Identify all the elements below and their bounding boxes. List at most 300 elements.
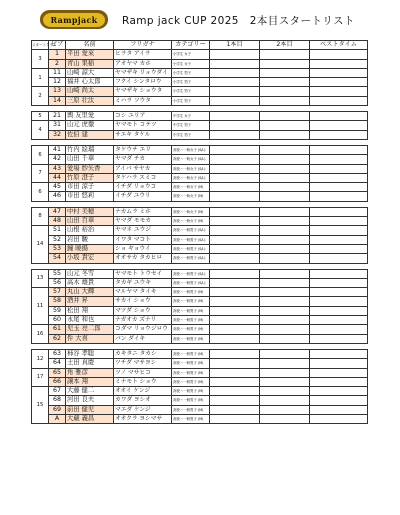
bib-cell: 31 <box>49 121 66 130</box>
name-cell: 酒井 昇 <box>66 297 114 306</box>
table-row <box>32 235 368 244</box>
name-cell: 大蔵 義昌 <box>66 414 114 423</box>
run1-time-cell <box>210 387 260 396</box>
run1-time-cell <box>210 96 260 105</box>
best-time-cell <box>310 269 368 278</box>
best-time-cell <box>310 192 368 201</box>
run2-time-cell <box>260 325 310 334</box>
start-class-cell: 5 <box>32 112 49 121</box>
name-cell: 山元 冬雪 <box>66 269 114 278</box>
bib-cell: 51 <box>49 226 66 235</box>
category-cell: 小学生 男子 <box>172 68 210 77</box>
category-cell: 高校～一般男子 (S/L) <box>172 269 210 278</box>
category-cell: 高校～一般男子 (M) <box>172 325 210 334</box>
best-time-cell <box>310 377 368 386</box>
name-cell: 河田 良夫 <box>66 396 114 405</box>
start-class-cell: 6 <box>32 183 49 202</box>
furigana-cell: ヤマモト トウセイ <box>114 269 172 278</box>
run1-time-cell <box>210 396 260 405</box>
best-time-cell <box>310 387 368 396</box>
run2-time-cell <box>260 254 310 263</box>
run1-time-cell <box>210 306 260 315</box>
run2-time-cell <box>260 173 310 182</box>
best-time-cell <box>310 288 368 297</box>
bib-cell: 42 <box>49 155 66 164</box>
furigana-cell: ツノ マサヒコ <box>114 368 172 377</box>
category-cell: 高校～一般男子 (M) <box>172 396 210 405</box>
table-row <box>32 96 368 105</box>
table-row <box>32 59 368 68</box>
category-cell: 小学生 男子 <box>172 96 210 105</box>
start-class-cell: 8 <box>32 207 49 226</box>
name-cell: 竹原 澄子 <box>66 173 114 182</box>
best-time-cell <box>310 164 368 173</box>
start-class-cell: 17 <box>32 368 49 387</box>
furigana-cell: サエキ タケル <box>114 130 172 139</box>
rampjack-logo <box>40 10 108 29</box>
run2-time-cell <box>260 217 310 226</box>
category-cell: 高校～一般女子 (M) <box>172 207 210 216</box>
run2-time-cell <box>260 316 310 325</box>
run1-time-cell <box>210 405 260 414</box>
furigana-cell: マツダ ショウ <box>114 306 172 315</box>
run2-time-cell <box>260 112 310 121</box>
bib-cell: 57 <box>49 288 66 297</box>
category-cell: 高校～一般男子 (M) <box>172 297 210 306</box>
run2-time-cell <box>260 50 310 59</box>
run1-time-cell <box>210 183 260 192</box>
table-header-row <box>32 41 368 50</box>
bib-cell: 63 <box>49 349 66 358</box>
run2-time-cell <box>260 130 310 139</box>
run2-time-cell <box>260 155 310 164</box>
run1-time-cell <box>210 235 260 244</box>
run2-time-cell <box>260 405 310 414</box>
column-header-category: カテゴリー <box>172 41 210 50</box>
run1-time-cell <box>210 145 260 154</box>
best-time-cell <box>310 368 368 377</box>
column-header-run2: 2本目 <box>260 41 310 50</box>
bib-cell: 59 <box>49 306 66 315</box>
bib-cell: 44 <box>49 173 66 182</box>
name-cell: 土田 真慶 <box>66 359 114 368</box>
bib-cell: 61 <box>49 325 66 334</box>
table-row <box>32 377 368 386</box>
bib-cell: 1 <box>49 50 66 59</box>
run2-time-cell <box>260 59 310 68</box>
bib-cell: 64 <box>49 359 66 368</box>
bib-cell: 46 <box>49 192 66 201</box>
category-cell: 中学生 女子 <box>172 112 210 121</box>
bib-cell: 65 <box>49 368 66 377</box>
name-cell: 福井 心太郎 <box>66 78 114 87</box>
table-row <box>32 325 368 334</box>
best-time-cell <box>310 173 368 182</box>
name-cell: 愛場 紗矢香 <box>66 164 114 173</box>
run2-time-cell <box>260 359 310 368</box>
furigana-cell: イワタ マコト <box>114 235 172 244</box>
bib-cell: 60 <box>49 316 66 325</box>
furigana-cell: ヤマモト コテツ <box>114 121 172 130</box>
run1-time-cell <box>210 278 260 287</box>
run2-time-cell <box>260 68 310 77</box>
bib-cell: 52 <box>49 235 66 244</box>
furigana-cell: オオクラ ヨシマサ <box>114 414 172 423</box>
category-cell: 高校～一般男子 (M) <box>172 359 210 368</box>
table-row <box>32 244 368 253</box>
name-cell: 輿 友里愛 <box>66 112 114 121</box>
best-time-cell <box>310 334 368 343</box>
run1-time-cell <box>210 207 260 216</box>
best-time-cell <box>310 155 368 164</box>
table-row <box>32 316 368 325</box>
table-row <box>32 405 368 414</box>
run2-time-cell <box>260 297 310 306</box>
table-row <box>32 207 368 216</box>
category-cell: 高校～一般男子 (M) <box>172 316 210 325</box>
table-row <box>32 349 368 358</box>
start-class-cell: 6 <box>32 145 49 164</box>
category-cell: 小学生 女子 <box>172 59 210 68</box>
furigana-cell: ナガオカ ズナリ <box>114 316 172 325</box>
best-time-cell <box>310 207 368 216</box>
category-cell: 高校～一般女子 (S/L) <box>172 155 210 164</box>
run1-time-cell <box>210 226 260 235</box>
run2-time-cell <box>260 349 310 358</box>
category-cell: 高校～一般女子 (M) <box>172 183 210 192</box>
start-class-cell: 14 <box>32 226 49 263</box>
bib-cell: 43 <box>49 164 66 173</box>
furigana-cell: マルヤマ タイキ <box>114 288 172 297</box>
run1-time-cell <box>210 269 260 278</box>
name-cell: 児玉 亮二郎 <box>66 325 114 334</box>
run1-time-cell <box>210 217 260 226</box>
best-time-cell <box>310 226 368 235</box>
run1-time-cell <box>210 334 260 343</box>
best-time-cell <box>310 306 368 315</box>
start-class-cell: 15 <box>32 387 49 424</box>
best-time-cell <box>310 145 368 154</box>
run2-time-cell <box>260 207 310 216</box>
best-time-cell <box>310 316 368 325</box>
furigana-cell: タケウチ エリ <box>114 145 172 154</box>
best-time-cell <box>310 59 368 68</box>
bib-cell: 56 <box>49 278 66 287</box>
bib-cell: 67 <box>49 387 66 396</box>
bib-cell: 13 <box>49 87 66 96</box>
bib-cell: 62 <box>49 334 66 343</box>
table-row <box>32 396 368 405</box>
table-row <box>32 334 368 343</box>
bib-cell: 11 <box>49 68 66 77</box>
name-cell: 高木 雄貴 <box>66 278 114 287</box>
name-cell: 小坂 貴宏 <box>66 254 114 263</box>
table-row <box>32 121 368 130</box>
name-cell: 三原 壮汰 <box>66 96 114 105</box>
best-time-cell <box>310 396 368 405</box>
furigana-cell: イチダ ユウリ <box>114 192 172 201</box>
logo-text: Rampjack <box>43 13 105 27</box>
run1-time-cell <box>210 59 260 68</box>
best-time-cell <box>310 278 368 287</box>
table-row <box>32 306 368 315</box>
bib-cell: 66 <box>49 377 66 386</box>
bib-cell: 68 <box>49 396 66 405</box>
furigana-cell: カキタニ タカシ <box>114 349 172 358</box>
run2-time-cell <box>260 145 310 154</box>
run2-time-cell <box>260 96 310 105</box>
column-header-name: 名前 <box>66 41 114 50</box>
run1-time-cell <box>210 368 260 377</box>
bib-cell: 69 <box>49 405 66 414</box>
run1-time-cell <box>210 68 260 77</box>
column-header-run1: 1本目 <box>210 41 260 50</box>
furigana-cell: ヤマザキ ショウタ <box>114 87 172 96</box>
bib-cell: 48 <box>49 217 66 226</box>
name-cell: 角 雅彦 <box>66 368 114 377</box>
name-cell: 市田 悠莉 <box>66 192 114 201</box>
category-cell: 高校～一般男子 (M) <box>172 306 210 315</box>
best-time-cell <box>310 183 368 192</box>
run1-time-cell <box>210 325 260 334</box>
best-time-cell <box>310 96 368 105</box>
name-cell: 山田 百華 <box>66 217 114 226</box>
name-cell: 件 大喜 <box>66 334 114 343</box>
category-cell: 高校～一般女子 (S/L) <box>172 164 210 173</box>
run2-time-cell <box>260 334 310 343</box>
category-cell: 高校～一般男子 (M) <box>172 387 210 396</box>
start-list-table <box>31 40 368 424</box>
table-row <box>32 288 368 297</box>
category-cell: 小学生 女子 <box>172 50 210 59</box>
run1-time-cell <box>210 50 260 59</box>
column-header-best-time: ベストタイム <box>310 41 368 50</box>
table-row <box>32 87 368 96</box>
table-row <box>32 145 368 154</box>
name-cell: 青山 果稲 <box>66 59 114 68</box>
table-row <box>32 78 368 87</box>
table-row <box>32 164 368 173</box>
run1-time-cell <box>210 377 260 386</box>
run2-time-cell <box>260 192 310 201</box>
furigana-cell: ミハラ ソウタ <box>114 96 172 105</box>
page-title: Ramp jack CUP 2025 2本目スタートリスト <box>122 15 355 27</box>
name-cell: 竹内 絵瑠 <box>66 145 114 154</box>
furigana-cell: コダマ リョウジロウ <box>114 325 172 334</box>
bib-cell: 45 <box>49 183 66 192</box>
name-cell: 松田 翔 <box>66 306 114 315</box>
bib-cell: 55 <box>49 269 66 278</box>
furigana-cell: フクイ シンタロウ <box>114 78 172 87</box>
best-time-cell <box>310 297 368 306</box>
furigana-cell: アオヤマ カホ <box>114 59 172 68</box>
run2-time-cell <box>260 78 310 87</box>
furigana-cell: ヤマザキ リョウダイ <box>114 68 172 77</box>
table-row <box>32 130 368 139</box>
name-cell: 山田 千華 <box>66 155 114 164</box>
best-time-cell <box>310 325 368 334</box>
furigana-cell: オオサカ タカヒロ <box>114 254 172 263</box>
furigana-cell: ヤマダ チカ <box>114 155 172 164</box>
run1-time-cell <box>210 414 260 423</box>
run1-time-cell <box>210 288 260 297</box>
bib-cell: 12 <box>49 78 66 87</box>
name-cell: 丸山 大輝 <box>66 288 114 297</box>
column-header-bib: ビブ <box>49 41 66 50</box>
start-class-cell: 1 <box>32 68 49 87</box>
best-time-cell <box>310 414 368 423</box>
best-time-cell <box>310 217 368 226</box>
category-cell: 高校～一般男子 (S/L) <box>172 244 210 253</box>
name-cell: 山根 裕治 <box>66 226 114 235</box>
furigana-cell: イチダ リョウコ <box>114 183 172 192</box>
best-time-cell <box>310 121 368 130</box>
run2-time-cell <box>260 377 310 386</box>
name-cell: 永尾 和也 <box>66 316 114 325</box>
name-cell: 市田 涼子 <box>66 183 114 192</box>
best-time-cell <box>310 50 368 59</box>
table-body <box>32 50 368 424</box>
furigana-cell: タカギ ユウキ <box>114 278 172 287</box>
furigana-cell: ヤマダ モモカ <box>114 217 172 226</box>
run1-time-cell <box>210 349 260 358</box>
category-cell: 高校～一般男子 (M) <box>172 288 210 297</box>
best-time-cell <box>310 130 368 139</box>
table-row <box>32 112 368 121</box>
run2-time-cell <box>260 226 310 235</box>
table-row <box>32 368 368 377</box>
furigana-cell: ヤマネ ユウジ <box>114 226 172 235</box>
run1-time-cell <box>210 121 260 130</box>
category-cell: 高校～一般男子 (S/L) <box>172 235 210 244</box>
name-cell: 中村 美穂 <box>66 207 114 216</box>
run2-time-cell <box>260 396 310 405</box>
run1-time-cell <box>210 254 260 263</box>
name-cell: 佐伯 建 <box>66 130 114 139</box>
start-class-cell: 13 <box>32 269 49 288</box>
run1-time-cell <box>210 112 260 121</box>
page-header <box>0 0 400 36</box>
furigana-cell: オオイ ケンジ <box>114 387 172 396</box>
best-time-cell <box>310 405 368 414</box>
bib-cell: 32 <box>49 130 66 139</box>
name-cell: 山元 虎徹 <box>66 121 114 130</box>
run2-time-cell <box>260 387 310 396</box>
category-cell: 高校～一般男子 (M) <box>172 377 210 386</box>
table-row <box>32 155 368 164</box>
furigana-cell: タケハラ スミコ <box>114 173 172 182</box>
run1-time-cell <box>210 164 260 173</box>
run1-time-cell <box>210 155 260 164</box>
run1-time-cell <box>210 130 260 139</box>
category-cell: 高校～一般男子 (M) <box>172 405 210 414</box>
table-row <box>32 278 368 287</box>
furigana-cell: ショ ギョウイ <box>114 244 172 253</box>
run1-time-cell <box>210 173 260 182</box>
category-cell: 高校～一般男子 (S/L) <box>172 254 210 263</box>
best-time-cell <box>310 349 368 358</box>
category-cell: 小学生 男子 <box>172 78 210 87</box>
bib-cell: 53 <box>49 244 66 253</box>
name-cell: 山崎 尚太 <box>66 87 114 96</box>
bib-cell: 14 <box>49 96 66 105</box>
run1-time-cell <box>210 316 260 325</box>
bib-cell: 47 <box>49 207 66 216</box>
furigana-cell: カワダ ヨシオ <box>114 396 172 405</box>
run2-time-cell <box>260 235 310 244</box>
run1-time-cell <box>210 297 260 306</box>
run2-time-cell <box>260 368 310 377</box>
bib-cell: 2 <box>49 59 66 68</box>
run1-time-cell <box>210 192 260 201</box>
table-row <box>32 414 368 423</box>
furigana-cell: ミナモト ショウ <box>114 377 172 386</box>
name-cell: 平田 愛來 <box>66 50 114 59</box>
furigana-cell: ツチダ マサヨシ <box>114 359 172 368</box>
category-cell: 小学生 男子 <box>172 87 210 96</box>
run2-time-cell <box>260 414 310 423</box>
start-class-cell: 3 <box>32 50 49 69</box>
furigana-cell: コシ ユリア <box>114 112 172 121</box>
run1-time-cell <box>210 78 260 87</box>
run2-time-cell <box>260 121 310 130</box>
furigana-cell: アイバ サヤカ <box>114 164 172 173</box>
run2-time-cell <box>260 306 310 315</box>
name-cell: 譲本 翔 <box>66 377 114 386</box>
best-time-cell <box>310 235 368 244</box>
name-cell: 山崎 諒大 <box>66 68 114 77</box>
table-row <box>32 192 368 201</box>
run2-time-cell <box>260 164 310 173</box>
column-header-start-class: スタートクラス <box>32 41 49 50</box>
furigana-cell: バン ダイキ <box>114 334 172 343</box>
name-cell: 大藤 健二 <box>66 387 114 396</box>
table-row <box>32 269 368 278</box>
table-row <box>32 387 368 396</box>
table-row <box>32 254 368 263</box>
table-row <box>32 183 368 192</box>
name-cell: 柿谷 孝聡 <box>66 349 114 358</box>
best-time-cell <box>310 68 368 77</box>
name-cell: 鐘 暁揚 <box>66 244 114 253</box>
start-class-cell: 2 <box>32 87 49 106</box>
best-time-cell <box>310 359 368 368</box>
table-row <box>32 217 368 226</box>
table-row <box>32 68 368 77</box>
furigana-cell: ナカムラ ミホ <box>114 207 172 216</box>
bib-cell: 21 <box>49 112 66 121</box>
run1-time-cell <box>210 359 260 368</box>
category-cell: 高校～一般男子 (M) <box>172 368 210 377</box>
run1-time-cell <box>210 244 260 253</box>
best-time-cell <box>310 112 368 121</box>
category-cell: 高校～一般男子 (M) <box>172 414 210 423</box>
category-cell: 高校～一般女子 (M) <box>172 192 210 201</box>
bib-cell: 41 <box>49 145 66 154</box>
run2-time-cell <box>260 288 310 297</box>
best-time-cell <box>310 78 368 87</box>
table-row <box>32 226 368 235</box>
category-cell: 高校～一般男子 (S/L) <box>172 226 210 235</box>
table-row <box>32 173 368 182</box>
table-row <box>32 50 368 59</box>
run2-time-cell <box>260 244 310 253</box>
name-cell: 前田 健児 <box>66 405 114 414</box>
category-cell: 高校～一般女子 (S/L) <box>172 173 210 182</box>
bib-cell: 58 <box>49 297 66 306</box>
run2-time-cell <box>260 269 310 278</box>
table-row <box>32 359 368 368</box>
